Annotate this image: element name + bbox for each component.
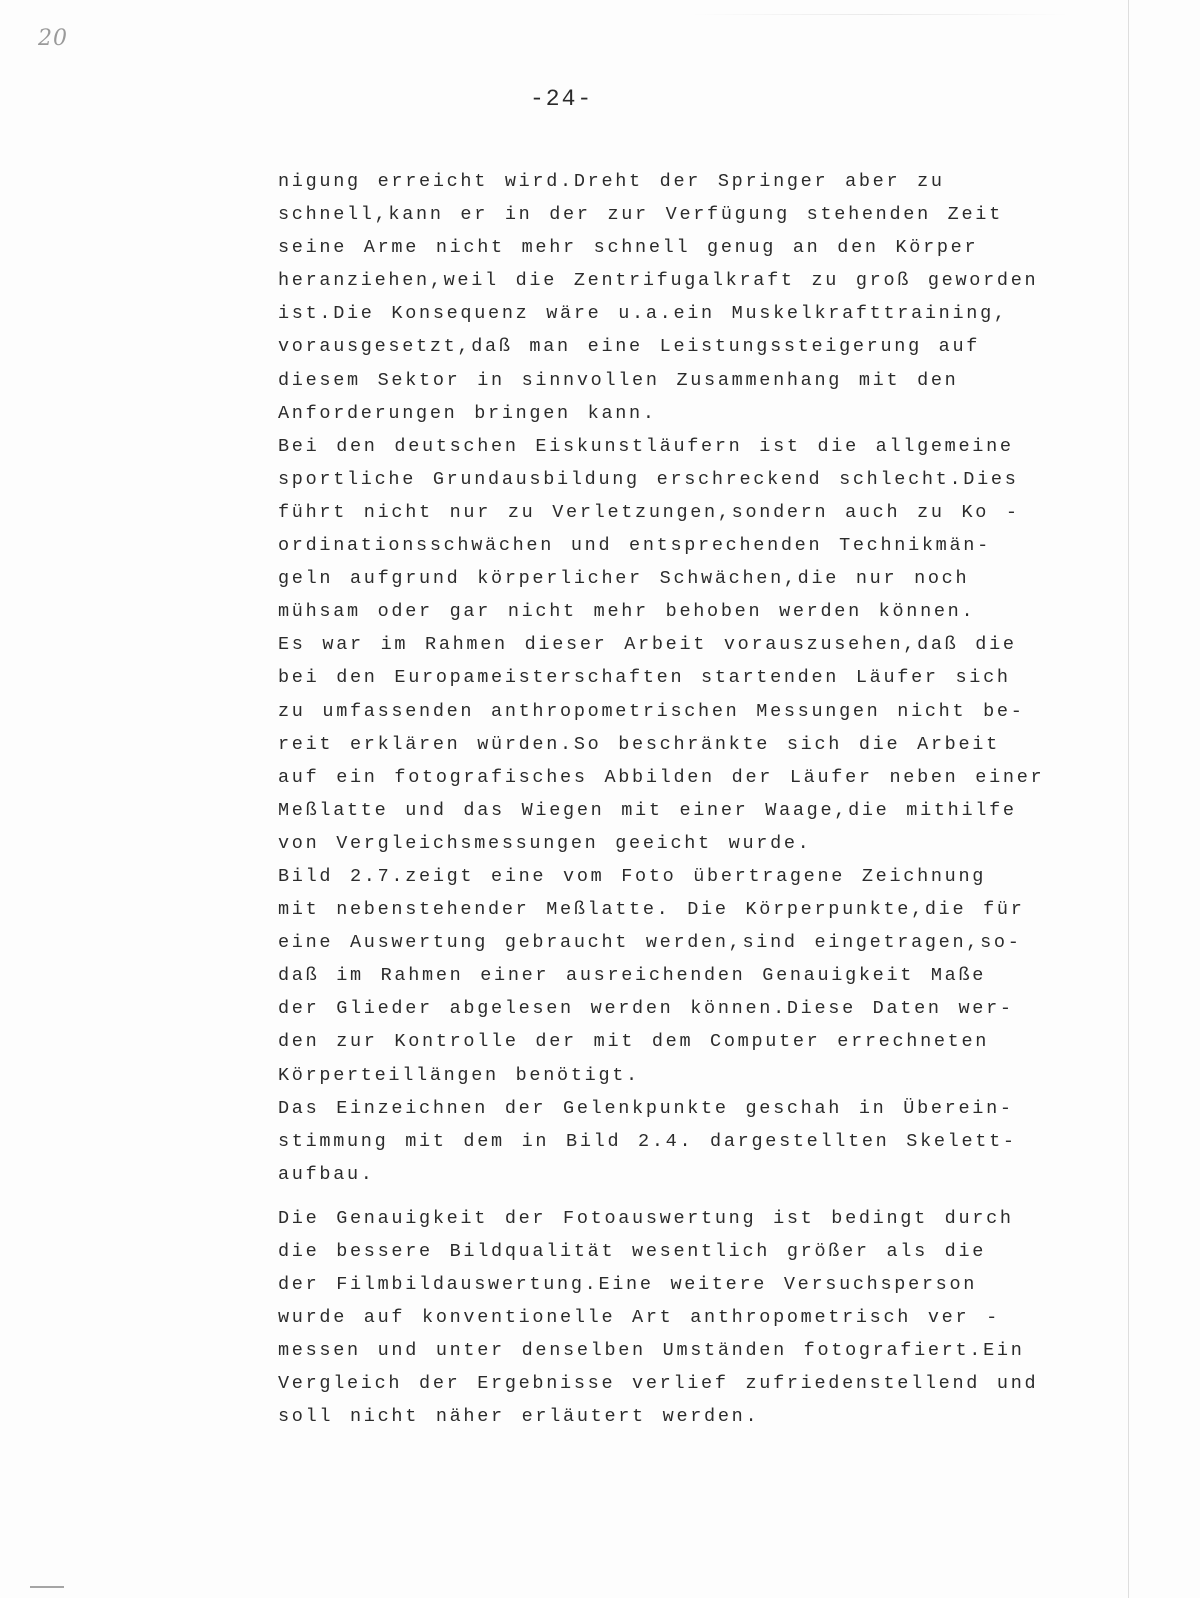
text-line: der Glieder abgelesen werden können.Diese Daten wer- [278, 998, 1014, 1020]
text-line: Das Einzeichnen der Gelenkpunkte geschah in Überein- [278, 1097, 1014, 1119]
text-line: führt nicht nur zu Verletzungen,sondern auch zu Ko - [278, 501, 1020, 523]
text-line: den zur Kontrolle der mit dem Computer errechneten [278, 1031, 990, 1053]
text-line: daß im Rahmen einer ausreichenden Genauigkeit Maße [278, 965, 987, 987]
text-line: von Vergleichsmessungen geeicht wurde. [278, 832, 812, 854]
text-line: mühsam oder gar nicht mehr behoben werden können. [278, 601, 976, 623]
text-line: sportliche Grundausbildung erschreckend schlecht.Dies [278, 468, 1019, 490]
text-line: Bei den deutschen Eiskunstläufern ist die allgemeine [278, 435, 1014, 457]
page-number: -24- [530, 86, 594, 112]
text-line: seine Arme nicht mehr schnell genug an den Körper [278, 237, 979, 259]
body-text [278, 165, 1045, 1434]
paragraph-gap [278, 1191, 1038, 1202]
text-line: schnell,kann er in der zur Verfügung stehenden Zeit [278, 204, 1003, 226]
text-line: ist.Die Konsequenz wäre u.a.ein Muskelkrafttraining, [278, 303, 1008, 325]
text-line: eine Auswertung gebraucht werden,sind eingetragen,so- [278, 932, 1022, 954]
text-line: vorausgesetzt,daß man eine Leistungssteigerung auf [278, 336, 981, 358]
text-line: messen und unter denselben Umständen fotografiert.Ein [278, 1340, 1025, 1362]
text-line: Körperteillängen benötigt. [278, 1064, 640, 1086]
text-line: soll nicht näher erläutert werden. [278, 1406, 760, 1428]
text-line: wurde auf konventionelle Art anthropometrisch ver - [278, 1307, 1000, 1329]
text-line: Vergleich der Ergebnisse verlief zufriedenstellend und [278, 1373, 1039, 1395]
text-line: Bild 2.7.zeigt eine vom Foto übertragene Zeichnung [278, 865, 987, 887]
text-line: Meßlatte und das Wiegen mit einer Waage,die mithilfe [278, 799, 1017, 821]
text-line: mit nebenstehender Meßlatte. Die Körperpunkte,die für [278, 899, 1025, 921]
text-line: heranziehen,weil die Zentrifugalkraft zu groß geworden [278, 270, 1039, 292]
text-line: ordinationsschwächen und entsprechenden Technikmän- [278, 535, 991, 557]
scan-edge-line [1128, 0, 1129, 1598]
text-line: Anforderungen bringen kann. [278, 402, 657, 424]
text-line: reit erklären würden.So beschränkte sich die Arbeit [278, 733, 1000, 755]
text-line: Die Genauigkeit der Fotoauswertung ist bedingt durch [278, 1207, 1014, 1229]
text-line: bei den Europameisterschaften startenden Läufer sich [278, 667, 1011, 689]
text-line: geln aufgrund körperlicher Schwächen,die nur noch [278, 568, 970, 590]
scan-artifact-bottom [30, 1586, 64, 1588]
paragraph [278, 165, 1045, 1191]
text-line: die bessere Bildqualität wesentlich größer als die [278, 1241, 987, 1262]
text-line: der Filmbildauswertung.Eine weitere Versuchsperson [278, 1274, 978, 1296]
text-line: diesem Sektor in sinnvollen Zusammenhang mit den [278, 369, 959, 391]
text-line: stimmung mit dem in Bild 2.4. dargestellten Skelett- [278, 1130, 1017, 1152]
text-line: auf ein fotografisches Abbilden der Läufer neben einer [278, 766, 1045, 788]
paragraph [278, 1202, 1038, 1434]
scan-artifact-top [690, 14, 1070, 15]
handwritten-page-note: 20 [38, 26, 68, 51]
text-line: Es war im Rahmen dieser Arbeit vorauszusehen,daß die [278, 634, 1017, 656]
text-line: nigung erreicht wird.Dreht der Springer aber zu [278, 171, 945, 192]
text-line: aufbau. [278, 1163, 375, 1185]
text-line: zu umfassenden anthropometrischen Messungen nicht be- [278, 700, 1025, 722]
